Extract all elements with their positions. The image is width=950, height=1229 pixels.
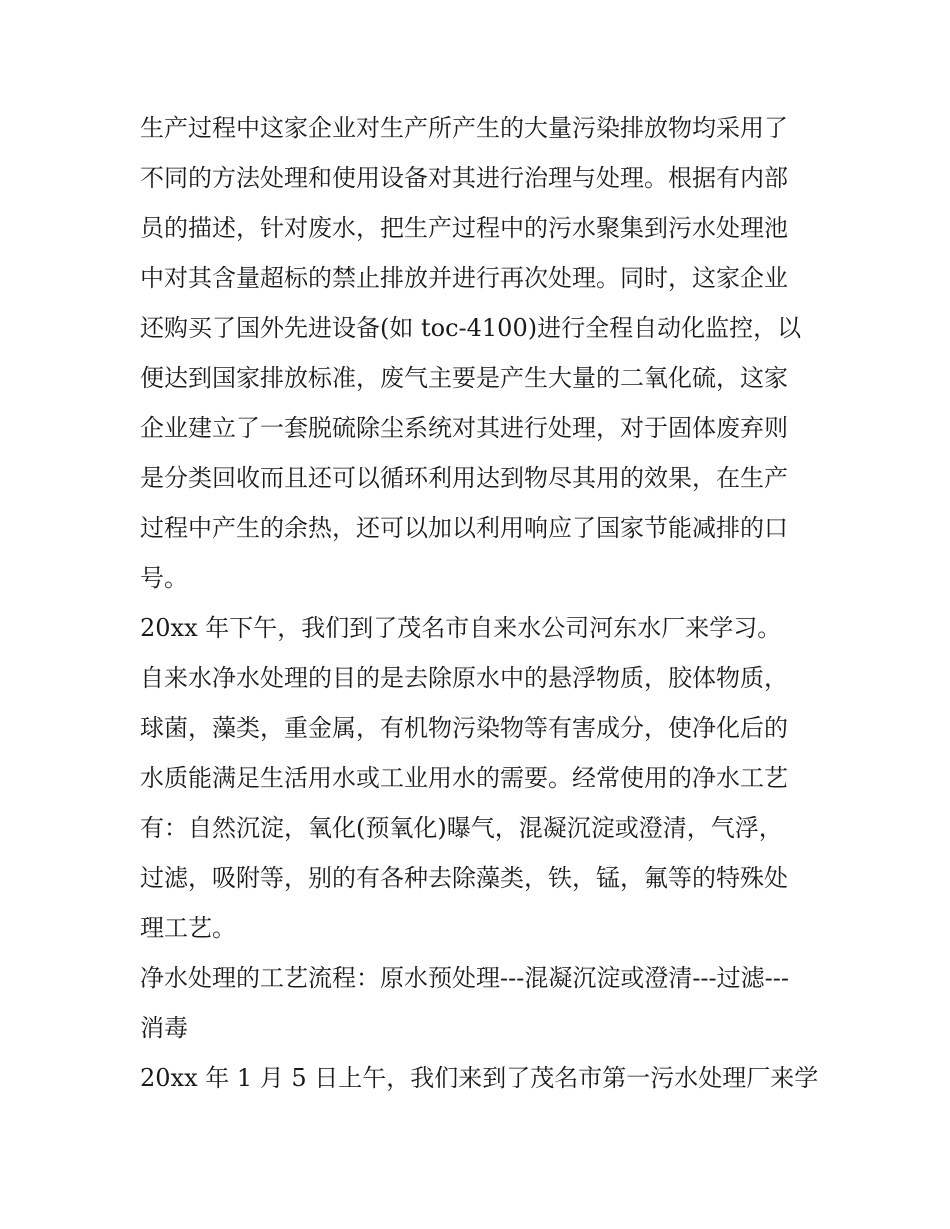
paragraph-3-line-3: 水质能满足生活用水或工业用水的需要。经常使用的净水工艺: [140, 764, 788, 792]
paragraph-1-line-3: 员的描述，针对废水，把生产过程中的污水聚集到污水处理池: [140, 214, 788, 242]
paragraph-1-line-1: 生产过程中这家企业对生产所产生的大量污染排放物均采用了: [140, 114, 788, 142]
paragraph-3-line-4: 有：自然沉淀，氧化(预氧化)曝气，混凝沉淀或澄清，气浮，: [140, 814, 783, 842]
paragraph-1-line-2: 不同的方法处理和使用设备对其进行治理与处理。根据有内部: [140, 164, 788, 192]
paragraph-5-line-1: 20xx 年 1 月 5 日上午，我们来到了茂名市第一污水处理厂来学: [140, 1064, 819, 1092]
paragraph-4-line-2: 消毒: [140, 1014, 188, 1042]
paragraph-4-line-1: 净水处理的工艺流程：原水预处理---混凝沉淀或澄清---过滤---: [140, 964, 789, 992]
paragraph-2-line-1: 20xx 年下午，我们到了茂名市自来水公司河东水厂来学习。: [140, 614, 782, 642]
paragraph-1-line-7: 企业建立了一套脱硫除尘系统对其进行处理，对于固体废弃则: [140, 414, 788, 442]
paragraph-1-line-5: 还购买了国外先进设备(如 toc-4100)进行全程自动化监控，以: [140, 314, 802, 342]
paragraph-3-line-2: 球菌，藻类，重金属，有机物污染物等有害成分，使净化后的: [140, 714, 788, 742]
paragraph-1-line-9: 过程中产生的余热，还可以加以利用响应了国家节能减排的口: [140, 514, 788, 542]
paragraph-1-line-10: 号。: [140, 564, 188, 592]
paragraph-1-line-4: 中对其含量超标的禁止排放并进行再次处理。同时，这家企业: [140, 264, 788, 292]
paragraph-3-line-5: 过滤，吸附等，别的有各种去除藻类，铁，锰，氟等的特殊处: [140, 864, 788, 892]
paragraph-3-line-6: 理工艺。: [140, 914, 236, 942]
paragraph-1-line-8: 是分类回收而且还可以循环利用达到物尽其用的效果，在生产: [140, 464, 788, 492]
paragraph-1-line-6: 便达到国家排放标准，废气主要是产生大量的二氧化硫，这家: [140, 364, 788, 392]
paragraph-3-line-1: 自来水净水处理的目的是去除原水中的悬浮物质，胶体物质，: [140, 664, 788, 692]
